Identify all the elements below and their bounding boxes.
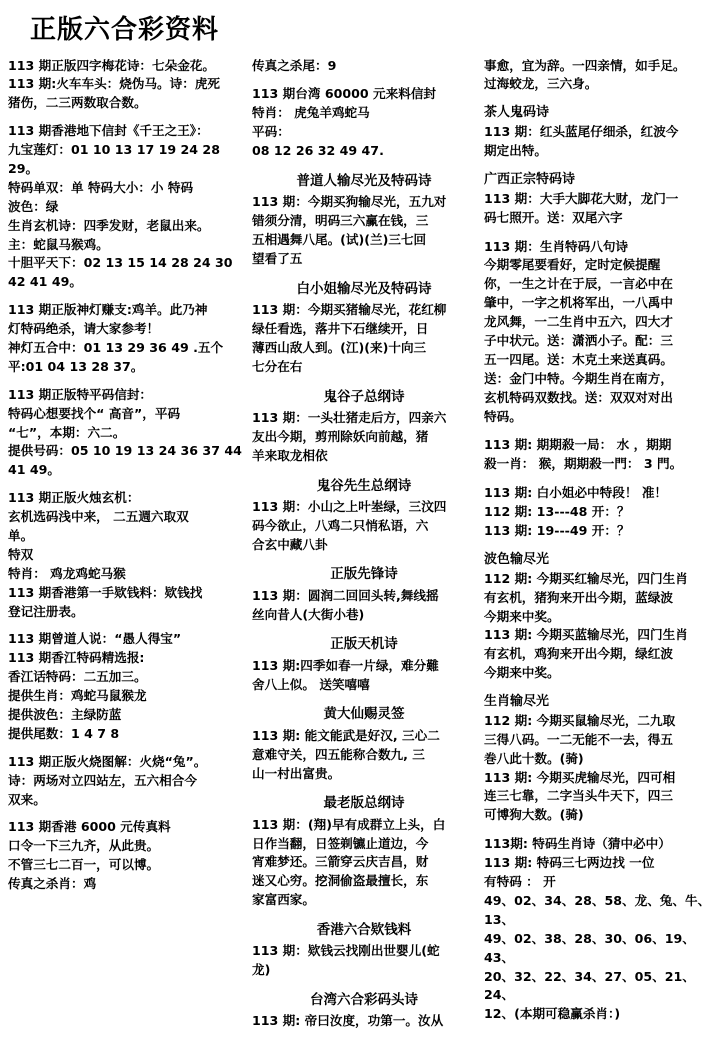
line: 20、32、22、34、27、05、21、24、 xyxy=(484,968,716,1006)
line: 112 期: 今期买红输尽光，四门生肖 xyxy=(484,570,716,589)
line: 113 期正版特平码信封： xyxy=(8,386,244,405)
line: 113 期：(翔)早有成群立上头，白 xyxy=(252,816,476,835)
line: 113 期香港 6000 元传真料 xyxy=(8,818,244,837)
content-columns xyxy=(8,57,716,1041)
line: 诗：两场对立四站左，五六相合今 xyxy=(8,772,244,791)
block-tema-shengxiao xyxy=(484,835,716,1024)
line: 码今欲止，八鸡二只悄私语，六 xyxy=(252,517,476,536)
line: 登记注册表。 xyxy=(8,603,244,622)
line: 今期来中奖。 xyxy=(484,664,716,683)
line: 期定出特。 xyxy=(484,142,716,161)
line: 特肖： 虎兔羊鸡蛇马 xyxy=(252,104,476,123)
block-shengxiao-shujin xyxy=(484,693,716,825)
line: 神灯五合中：01 13 29 36 49 .五个 xyxy=(8,339,244,358)
block-header: 茶人鬼码诗 xyxy=(484,104,716,123)
line: 113 期正版神灯赚支:鸡羊。此乃神 xyxy=(8,301,244,320)
line: 113 期正版四字梅花诗：七朵金花。 xyxy=(8,57,244,76)
block-zhengban-xianqing xyxy=(252,564,476,624)
block-header: 鬼谷先生总纲诗 xyxy=(252,476,476,496)
line: 113 期：生肖特码八句诗 xyxy=(484,238,716,257)
block-header: 台湾六合彩码头诗 xyxy=(252,990,476,1010)
line: 特双 xyxy=(8,546,244,565)
block-huangdaxian xyxy=(252,704,476,783)
line: 113 期：今期买狗输尽光，五九对 xyxy=(252,193,476,212)
line: 平码： xyxy=(252,123,476,142)
line: 传真之杀尾：9 xyxy=(252,57,476,76)
line: 今期零尾要看好，定时定候提醒 xyxy=(484,256,716,275)
block-zuilaoban xyxy=(252,793,476,910)
block-universal-win-poem xyxy=(252,171,476,269)
block-taiwan-60000-letter xyxy=(252,85,476,161)
block-lamp-poem xyxy=(8,301,244,377)
line: 灯特码绝杀，请大家参考！ xyxy=(8,320,244,339)
line: 提供波色：主绿防蓝 xyxy=(8,706,244,725)
line: 113期: 特码生肖诗（猜中必中） xyxy=(484,835,716,854)
block-wisdom-saying xyxy=(8,630,244,743)
line: 12、(本期可稳赢杀肖：) xyxy=(484,1005,716,1024)
line: 有玄机，猪狗来开出今期，蓝绿波 xyxy=(484,589,716,608)
line: 提供号码：05 10 19 13 24 36 37 44 xyxy=(8,442,244,461)
line: 九宝莲灯：01 10 13 17 19 24 28 29。 xyxy=(8,141,244,179)
line: 113 期曾道人说：“愚人得宝” xyxy=(8,630,244,649)
line: 49、02、38、28、30、06、19、43、 xyxy=(484,930,716,968)
line: 49、02、34、28、58、龙、兔、牛、13、 xyxy=(484,892,716,930)
line: 绿任看选，落井下石继续开，日 xyxy=(252,320,476,339)
line: 113 期:四季如春一片绿，难分難 xyxy=(252,657,476,676)
column-middle xyxy=(252,57,484,1041)
line: 单。 xyxy=(8,527,244,546)
line: 平:01 04 13 28 37。 xyxy=(8,358,244,377)
block-hk-6000-fax xyxy=(8,818,244,894)
line: 望看了五 xyxy=(252,250,476,269)
line: 主：蛇鼠马猴鸡。 xyxy=(8,236,244,255)
line: “七”，本期：六二。 xyxy=(8,424,244,443)
line: 42 41 49。 xyxy=(8,273,244,292)
page-title: 正版六合彩资料 xyxy=(30,14,230,47)
block-taiwan-code-head xyxy=(252,990,476,1031)
line: 特码心想要找个“ 高音”，平码 xyxy=(8,405,244,424)
line: 十胆平天下：02 13 15 14 28 24 30 xyxy=(8,254,244,273)
line: 113 期: 能文能武是好汉, 三心二 xyxy=(252,727,476,746)
line: 连三七靠，二字当头牛天下，四三 xyxy=(484,787,716,806)
line: 113 期：今期买猪输尽光，花红柳 xyxy=(252,301,476,320)
block-zhengban-tianji xyxy=(252,634,476,694)
line: 有玄机，鸡狗来开出今期，绿红波 xyxy=(484,645,716,664)
line: 113 期：一头壮猪走后方，四亲六 xyxy=(252,409,476,428)
line: 家富西家。 xyxy=(252,891,476,910)
line: 过海蛟龙，三六身。 xyxy=(484,75,716,94)
line: 巻八此十数。(骑) xyxy=(484,750,716,769)
line: 日作当翻，日签剃镳止道边，今 xyxy=(252,835,476,854)
block-header: 生肖输尽光 xyxy=(484,693,716,712)
line: 殺一肖： 猴，期期殺一門： 3 門。 xyxy=(484,455,716,474)
block-miss-white-poem xyxy=(252,279,476,377)
line: 可博狗大数。(骑) xyxy=(484,806,716,825)
block-header: 广西正宗特码诗 xyxy=(484,171,716,190)
line: 113 期: 期期殺一局： 水 ，期期 xyxy=(484,436,716,455)
line: 113 期：小山之上叶峚绿，三汶四 xyxy=(252,498,476,517)
line: 友出今期，剪刑除妖向前越，猪 xyxy=(252,428,476,447)
line: 112 期: 13---48 开：？ xyxy=(484,503,716,522)
line: 113 期：红头蓝尾仔细杀，红波今 xyxy=(484,123,716,142)
line: 七分在右 xyxy=(252,358,476,377)
line: 双来。 xyxy=(8,791,244,810)
block-fire-machine xyxy=(8,489,244,621)
line: 113 期: 特码三七两边找 一位 xyxy=(484,854,716,873)
block-plum-poem xyxy=(8,57,244,114)
line: 41 49。 xyxy=(8,461,244,480)
column-right xyxy=(484,57,716,1035)
block-underground-letter xyxy=(8,122,244,292)
line: 羊来取龙相依 xyxy=(252,447,476,466)
line: 肇中，一字之机将军出，一八禹中 xyxy=(484,294,716,313)
line: 113 期香港地下信封《千王之王》： xyxy=(8,122,244,141)
line: 玄机选码浅中来， 二五週六取双 xyxy=(8,508,244,527)
block-header: 白小姐输尽光及特码诗 xyxy=(252,279,476,299)
line: 香江话特码：二五加三。 xyxy=(8,668,244,687)
line: 玄机特码双数找。送：双双对对出 xyxy=(484,389,716,408)
line: 舍八上似。 送笑嘻嘻 xyxy=(252,676,476,695)
block-bose-shujin xyxy=(484,551,716,683)
block-special-code-letter xyxy=(8,386,244,480)
line: 子中状元。送：潇洒小子。配：三 xyxy=(484,332,716,351)
block-cha-ren-guima xyxy=(484,104,716,161)
block-guiguzi-poem xyxy=(252,387,476,466)
block-header: 香港六合欵钱料 xyxy=(252,920,476,940)
line: 113 期: 帝曰汝度，功第一。汝从 xyxy=(252,1012,476,1031)
line: 113 期:火车车头：烧伪马。诗：虎死 xyxy=(8,75,244,94)
line: 特码。 xyxy=(484,408,716,427)
block-shengxiao-8ju xyxy=(484,238,716,427)
line: 113 期香港第一手欵钱料：欵钱找 xyxy=(8,584,244,603)
line: 113 期：欵钱云找刚出世婴儿(蛇 xyxy=(252,942,476,961)
line: 113 期台湾 60000 元来料信封 xyxy=(252,85,476,104)
line: 113 期: 白小姐必中特段！ 准！ xyxy=(484,484,716,503)
block-header: 最老版总纲诗 xyxy=(252,793,476,813)
line: 有特码 ： 开 xyxy=(484,873,716,892)
block-header: 正版先锋诗 xyxy=(252,564,476,584)
line: 送：金门中特。今期生肖在南方， xyxy=(484,370,716,389)
line: 113 期：圆润二回回头转,舞线摇 xyxy=(252,587,476,606)
block-header: 正版天机诗 xyxy=(252,634,476,654)
line: 迷又心穷。挖洞偷盗最擅长，东 xyxy=(252,872,476,891)
line: 五一四尾。送：木克土来送真码。 xyxy=(484,351,716,370)
block-guangxi-special xyxy=(484,171,716,228)
line: 08 12 26 32 49 47. xyxy=(252,142,476,161)
line: 事愈，宜为辞。一四亲情，如手足。 xyxy=(484,57,716,76)
line: 113 期: 今期买虎输尽光，四可相 xyxy=(484,769,716,788)
block-header: 黄大仙赐灵签 xyxy=(252,704,476,724)
line: 龙) xyxy=(252,961,476,980)
line: 合玄中藏八卦 xyxy=(252,536,476,555)
block-header: 鬼谷子总纲诗 xyxy=(252,387,476,407)
line: 112 期: 今期买鼠输尽光，二九取 xyxy=(484,712,716,731)
line: 错须分清，明码三六赢在钱，三 xyxy=(252,212,476,231)
line: 113 期：大手大脚花大财，龙门一 xyxy=(484,190,716,209)
line: 113 期正版火烧图解：火烧“兔”。 xyxy=(8,753,244,772)
block-header: 波色输尽光 xyxy=(484,551,716,570)
line: 特肖： 鸡龙鸡蛇马猴 xyxy=(8,565,244,584)
line: 意难守关，四五能称合数九, 三 xyxy=(252,746,476,765)
line: 113 期: 今期买蓝输尽光，四门生肖 xyxy=(484,626,716,645)
block-burning-picture xyxy=(8,753,244,810)
line: 提供生肖：鸡蛇马鼠猴龙 xyxy=(8,687,244,706)
line: 不管三七二百一，可以博。 xyxy=(8,856,244,875)
block-guigu-teacher-poem xyxy=(252,476,476,555)
line: 113 期: 19---49 开：？ xyxy=(484,522,716,541)
line: 丝向昔人(大街小巷) xyxy=(252,606,476,625)
block-header: 普道人输尽光及特码诗 xyxy=(252,171,476,191)
line: 码七照开。送：双尾六字 xyxy=(484,209,716,228)
line: 猪伤，二三两数取合数。 xyxy=(8,94,244,113)
line: 提供尾数：1 4 7 8 xyxy=(8,725,244,744)
block-qiqiqi-kill-one xyxy=(484,436,716,474)
line: 三得八码。一二无能不一去，得五 xyxy=(484,731,716,750)
line: 山一村出富贵。 xyxy=(252,765,476,784)
column-left xyxy=(8,57,252,904)
block-top-fragment xyxy=(484,57,716,95)
line: 传真之杀肖：鸡 xyxy=(8,875,244,894)
line: 五相遇舞八尾。(试)(兰)三七回 xyxy=(252,231,476,250)
block-fax-kill-tail xyxy=(252,57,476,76)
line: 113 期香江特码精选报: xyxy=(8,649,244,668)
line: 波色：绿 xyxy=(8,198,244,217)
line: 口令一下三九齐，从此贵。 xyxy=(8,837,244,856)
line: 薄西山敌人到。(江)(来)十向三 xyxy=(252,339,476,358)
line: 今期来中奖。 xyxy=(484,608,716,627)
line: 龙风舞，一二生肖中五六，四大才 xyxy=(484,313,716,332)
line: 生肖玄机诗：四季发财，老鼠出来。 xyxy=(8,217,244,236)
line: 宵难梦还。三箭穿云庆吉昌，财 xyxy=(252,853,476,872)
line: 113 期正版火烛玄机： xyxy=(8,489,244,508)
line: 特码单双：单 特码大小：小 特码 xyxy=(8,179,244,198)
block-baixiaojie-zhun xyxy=(484,484,716,541)
block-hk-liuhe-money xyxy=(252,920,476,980)
line: 你，一生之计在于辰，一言必中在 xyxy=(484,275,716,294)
